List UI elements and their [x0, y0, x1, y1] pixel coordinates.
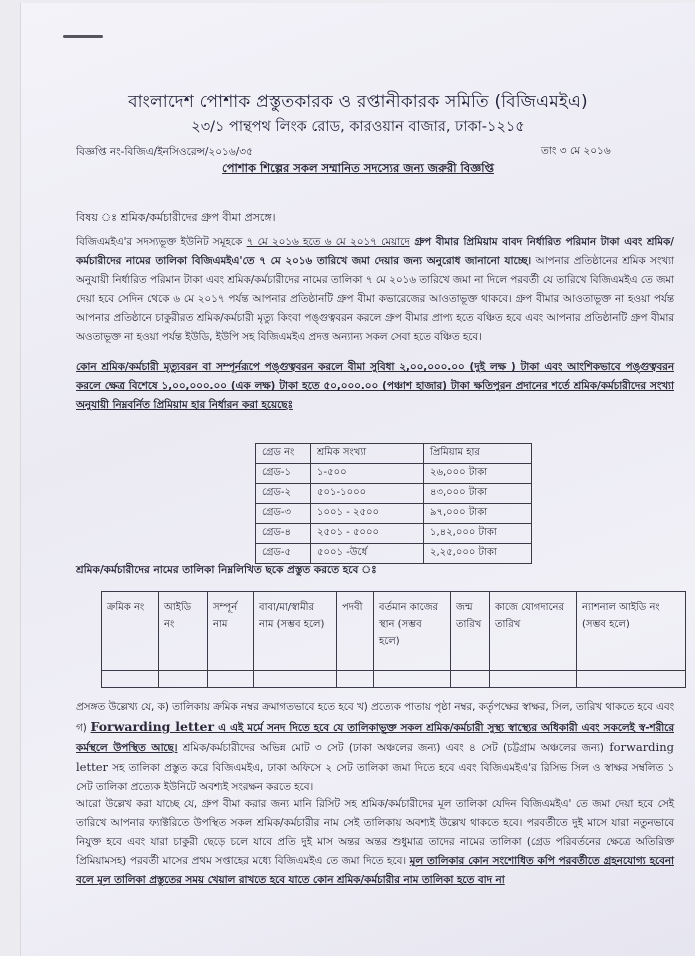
worker-count-cell: ১-৫০০	[311, 464, 424, 484]
subject-line: বিষয় ঃ শ্রমিক/কর্মচারীদের গ্রুপ বীমা প্রসঙ্গে।	[76, 211, 276, 224]
organization-address: ২৩/১ পান্থপথ লিংক রোড, কারওয়ান বাজার, ঢাকা-১২১৫	[191, 119, 525, 135]
table-row-empty	[102, 671, 686, 688]
table-row	[256, 524, 532, 544]
column-header: জন্ম তারিখ	[451, 592, 490, 671]
grade-cell: গ্রেড-২	[256, 484, 311, 504]
empty-cell	[451, 671, 490, 688]
premium-cell: ১,৪২,০০০ টাকা	[424, 524, 532, 544]
column-header: প্রিমিয়াম হার	[424, 444, 532, 464]
column-header: কাজে যোগদানের তারিখ	[490, 592, 577, 671]
grade-cell: গ্রেড-৩	[256, 504, 311, 524]
grade-cell: গ্রেড-৪	[256, 524, 311, 544]
empty-cell	[490, 671, 577, 688]
empty-cell	[102, 671, 159, 688]
column-header: আইডি নং	[159, 592, 208, 671]
premium-grade-table	[255, 443, 532, 564]
paragraph-list-requirements: প্রসঙ্গত উল্লেখ্য যে, ক) তালিকায় ক্রমিক নম্বর ক্রমাগতভাবে হতে হবে খ) প্রত্যেক পাতায় পৃষ্ঠা নম্বর, কর্তৃপক্ষের স্বাক্ষর, সিল, তারিখ থাকতে হবে এবং গ) Forwarding letter এ এই মর্মে সনদ দিতে হবে যে তালিকাভূক্ত সকল শ্রমিক/কর্মচারী সুস্থ্য স্বাস্থ্যের অধিকারী এবং সকলেই স্ব-শরীরে কর্মস্থলে উপস্থিত আছে। শ্রমিক/কর্মচারীদের অভিন্ন মোট ৩ সেট (ঢাকা অঞ্চলের জন্য) এবং ৪ সেট (চট্টগ্রাম অঞ্চলের জন্য) forwarding letter সহ তালিকা প্রস্তুত করে বিজিএমইএ, ঢাকা অফিসে ২ সেট তালিকা জমা দিতে হবে এবং বিজিএমইএ'র রিসিভ সিল ও স্বাক্ষর সম্বলিত ১ সেট তালিকা প্রত্যেক ইউনিটে অবশ্যই সংরক্ষন করতে হবে।	[76, 701, 674, 793]
premium-cell: ৪৩,০০০ টাকা	[424, 484, 532, 504]
worker-count-cell: ৫০০১ -উর্ধে	[311, 544, 424, 564]
paragraph-premium-deadline: বিজিএমইএ'র সদস্যভূক্ত ইউনিট সমূহকে ৭ মে ২০১৬ হতে ৬ মে ২০১৭ মেয়াদে গ্রুপ বীমার প্রিমিয়াম বাবদ নির্ধারিত পরিমান টাকা এবং শ্রমিক/কর্মচারীদের নামের তালিকা বিজিএমইএ'তে ৭ মে ২০১৬ তারিখে জমা দেয়ার জন্য অনুরোধ জানানো যাচ্ছে। আপনার প্রতিষ্ঠানের শ্রমিক সংখ্যা অনুযায়ী নির্ধারিত পরিমান টাকা এবং শ্রমিক/কর্মচারীদের নামের তালিকা ৭ মে ২০১৬ তারিখে জমা না দিলে পরবর্তী যে তারিখে বিজিএমইএ তে জমা দেয়া হবে সেদিন থেকে ৬ মে ২০১৭ পর্যন্ত আপনার প্রতিষ্ঠানটি গ্রুপ বীমা কভারেজের আওতাভূক্ত থাকবে। গ্রুপ বীমার আওতাভূক্ত না হওয়া পর্যন্ত আপনার প্রতিষ্ঠানে চাকুরীরত শ্রমিক/কর্মচারী মৃত্যু কিংবা পঙ্গুত্ববরন করলে গ্রুপ বীমার প্রাপ্য হতে বঞ্চিত হবে এবং আপনার প্রতিষ্ঠানটি গ্রুপ বীমার অওতাভূক্ত না হওয়া পর্যন্ত ইউডি, ইউপি সহ বিজিএমইএ প্রদত্ত অন্যান্য সকল সেবা হতে বঞ্চিত হবে।	[76, 236, 674, 343]
worker-list-format-table	[101, 591, 686, 688]
column-header: গ্রেড নং	[256, 444, 311, 464]
table-header-row	[256, 444, 532, 464]
premium-cell: ২,২৫,০০০ টাকা	[424, 544, 532, 564]
worker-count-cell: ২৫০১ - ৫০০০	[311, 524, 424, 544]
empty-cell	[254, 671, 337, 688]
table-row	[256, 544, 532, 564]
empty-cell	[159, 671, 208, 688]
empty-cell	[374, 671, 451, 688]
column-header: পদবী	[337, 592, 374, 671]
column-header: ক্রমিক নং	[102, 592, 159, 671]
empty-cell	[577, 671, 686, 688]
paragraph-insurance-benefit: কোন শ্রমিক/কর্মচারী মৃত্যুবরন বা সম্পূর্নরূপে পঙ্গুত্ববরন করলে বীমা সুবিধা ২,০০,০০০.০০ (দুই লক্ষ ) টাকা এবং আংশিকভাবে পঙ্গুত্ববরন করলে ক্ষেত্র বিশেষে ১,০০,০০০.০০ (এক লক্ষ) টাকা হতে ৫০,০০০.০০ (পঞ্চাশ হাজার) টাকা ক্ষতিপুরন প্রদানের শর্তে শ্রমিক/কর্মচারীদের সংখ্যা অনুযায়ী নিম্নবর্নিত প্রিমিয়াম হার নির্ধারন করা হয়েছেঃ	[76, 361, 674, 411]
organization-title: বাংলাদেশ পোশাক প্রস্তুতকারক ও রপ্তানীকারক সমিতি (বিজিএমইএ)	[128, 92, 588, 112]
empty-cell	[337, 671, 374, 688]
column-header: ন্যাশনাল আইডি নং (সম্ভব হলে)	[577, 592, 686, 671]
table-row	[256, 464, 532, 484]
notice-date: তাং ৩ মে ২০১৬	[541, 145, 611, 157]
column-header: সম্পূর্ন নাম	[208, 592, 254, 671]
column-header: বাবা/মা/স্বামীর নাম (সম্ভব হলে)	[254, 592, 337, 671]
paragraph-additional-notes: আরো উল্লেখ করা যাচ্ছে যে, গ্রুপ বীমা করার জন্য মানি রিসিট সহ শ্রমিক/কর্মচারীদের মূল তালিকা যেদিন বিজিএমইএ' তে জমা দেয়া হবে সেই তারিখে আপনার ফ্যাক্টরিতে উপস্থিত সকল শ্রমিক/কর্মচারীর নাম সেই তালিকায় অবশ্যই উল্লেখ থাকতে হবে। পরবর্তীতে দুই মাসে যারা নতুনভাবে নিযুক্ত হবে এবং যারা চাকুরী ছেড়ে চলে যাবে প্রতি দুই মাস অন্তর অন্তর শুধুমাত্র তাদের নামের তালিকা (গ্রেড পরিবর্তনের ক্ষেত্রে অতিরিক্ত প্রিমিয়ামসহ) পরবর্তী মাসের প্রথম সপ্তাহের মধ্যে বিজিএমইএ তে জমা দিতে হবে। মূল তালিকার কোন সংশোধিত কপি পরবর্তীতে গ্রহনযোগ্য হবেনা বলে মূল তালিকা প্রস্তুতের সময় খেয়াল রাখতে হবে যাতে কোন শ্রমিক/কর্মচারীর নাম তালিকা হতে বাদ না	[76, 798, 674, 886]
reference-number: বিজ্ঞপ্তি নং-বিজিএ/ইনসিওরেন্স/২০১৬/৩৫	[76, 146, 253, 158]
column-header: বর্তমান কাজের স্থান (সম্ভব হলে)	[374, 592, 451, 671]
premium-cell: ৯৭,০০০ টাকা	[424, 504, 532, 524]
worker-count-cell: ১০০১ - ২৫০০	[311, 504, 424, 524]
worker-count-cell: ৫০১-১০০০	[311, 484, 424, 504]
grade-cell: গ্রেড-১	[256, 464, 311, 484]
notice-title: পোশাক শিল্পের সকল সম্মানিত সদস্যের জন্য জরুরী বিজ্ঞপ্তি	[222, 161, 494, 175]
premium-cell: ২৬,০০০ টাকা	[424, 464, 532, 484]
document-page	[21, 3, 695, 956]
table-row	[256, 504, 532, 524]
table-header-row	[102, 592, 686, 671]
staple-mark	[63, 35, 103, 38]
empty-cell	[208, 671, 254, 688]
grade-cell: গ্রেড-৫	[256, 544, 311, 564]
column-header: শ্রমিক সংখ্যা	[311, 444, 424, 464]
table-row	[256, 484, 532, 504]
list-format-intro: শ্রমিক/কর্মচারীদের নামের তালিকা নিম্নলিখিত ছকে প্রস্তুত করতে হবে ঃ	[76, 564, 377, 576]
